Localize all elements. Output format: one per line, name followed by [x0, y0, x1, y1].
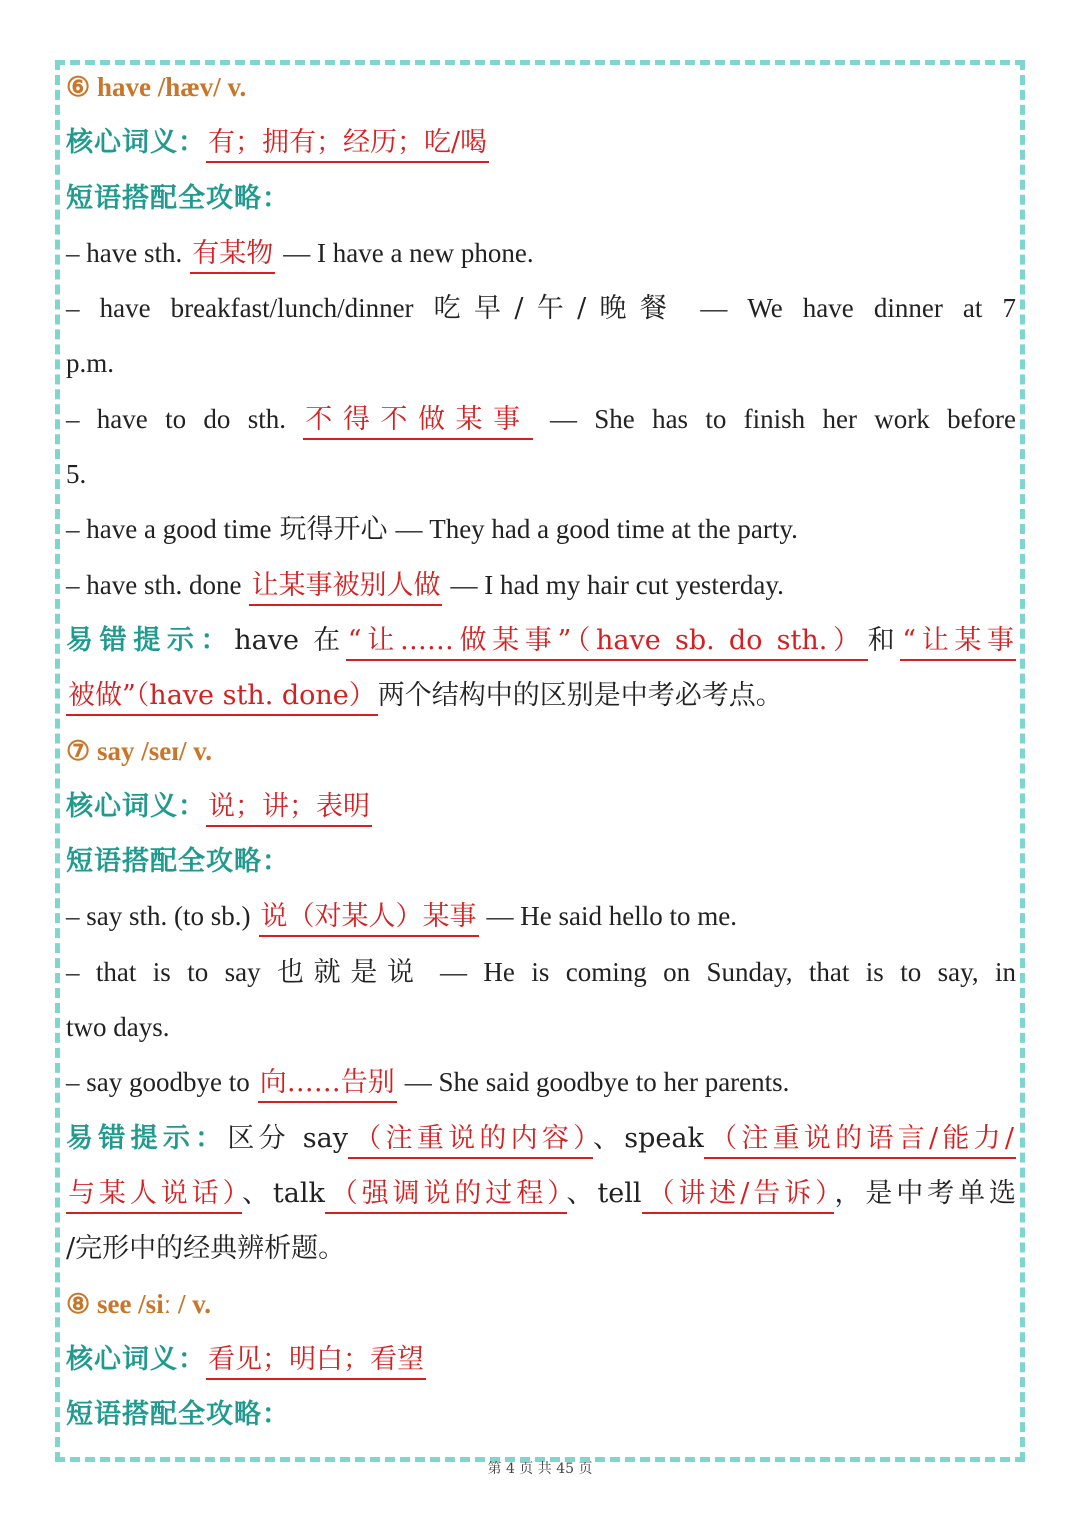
tip-line-say-cont2: /完形中的经典辨析题。: [66, 1233, 346, 1265]
meaning-text: 看见；明白；看望: [206, 1344, 426, 1380]
entry-header-have: ⑥ have /hæv/ v.: [66, 72, 247, 102]
phrases-label-see: 短语搭配全攻略：: [66, 1399, 290, 1431]
phrase-line: – say goodbye to 向……告别 — She said goodbye to her parents.: [66, 1055, 1016, 1110]
phrase-line: – have a good time 玩得开心 — They had a good time at the party.: [66, 514, 798, 546]
phrase-meaning: 玩得开心: [279, 514, 388, 546]
phrase-line: – have sth. done 让某事被别人做 — I had my hair cut yesterday.: [66, 558, 1016, 613]
page-content: [66, 60, 1016, 1442]
tip-line-have-cont: 被做”（have sth. done）两个结构中的区别是中考必考点。: [66, 668, 1016, 723]
phrase-line: – that is to say 也就是说 — He is coming on Sunday, that is to say, in: [66, 956, 1017, 988]
phrase-meaning: 也就是说: [277, 956, 424, 988]
phrase-meaning: 吃早/午/晚餐: [433, 293, 681, 325]
phrase-line: – have breakfast/lunch/dinner 吃早/午/晚餐 — We have dinner at 7: [66, 293, 1016, 325]
page-footer: 第 4 页 共 45 页: [487, 1461, 593, 1477]
phrase-meaning: 说（对某人）某事: [259, 901, 479, 937]
phrase-continuation: two days.: [66, 1012, 170, 1043]
meaning-label: 核心词义：: [66, 1343, 206, 1375]
meaning-line-see: [66, 1332, 1016, 1387]
entry-header-say: ⑦ say /seɪ/ v.: [66, 735, 212, 766]
meaning-label: 核心词义：: [66, 127, 206, 159]
meaning-text: 说；讲；表明: [206, 791, 372, 827]
meaning-label: 核心词义：: [66, 790, 206, 822]
phrase-line: – have sth. 有某物 — I have a new phone.: [66, 226, 1016, 281]
phrase-continuation: 5.: [66, 459, 87, 490]
phrase-meaning: 让某事被别人做: [249, 570, 442, 606]
tip-line-say-cont: 与某人说话）、talk（强调说的过程）、tell（讲述/告诉），是中考单选: [66, 1166, 1016, 1221]
phrases-label-have: 短语搭配全攻略：: [66, 182, 290, 214]
phrase-meaning: 有某物: [190, 238, 275, 274]
meaning-line-say: [66, 779, 1016, 834]
meaning-text: 有；拥有；经历；吃/喝: [206, 127, 489, 163]
phrase-meaning: 向……告别: [258, 1067, 397, 1103]
tip-line-have: 易错提示：have 在“让……做某事”（have sb. do sth.）和“让某事: [66, 613, 1016, 668]
phrase-line: – say sth. (to sb.) 说（对某人）某事 — He said hello to me.: [66, 889, 1016, 944]
tip-line-say: 易错提示：区分 say（注重说的内容）、speak（注重说的语言/能力/: [66, 1111, 1016, 1166]
phrase-line: – have to do sth. 不得不做某事 — She has to finish her work before: [66, 392, 1016, 447]
meaning-line-have: [66, 115, 1016, 170]
tip-label: 易错提示：: [66, 624, 235, 656]
phrase-continuation: p.m.: [66, 348, 115, 379]
phrase-meaning: 不得不做某事: [303, 404, 532, 440]
phrases-label-say: 短语搭配全攻略：: [66, 846, 290, 878]
entry-header-see: ⑧ see /siː / v.: [66, 1288, 211, 1319]
tip-label: 易错提示：: [66, 1122, 228, 1154]
